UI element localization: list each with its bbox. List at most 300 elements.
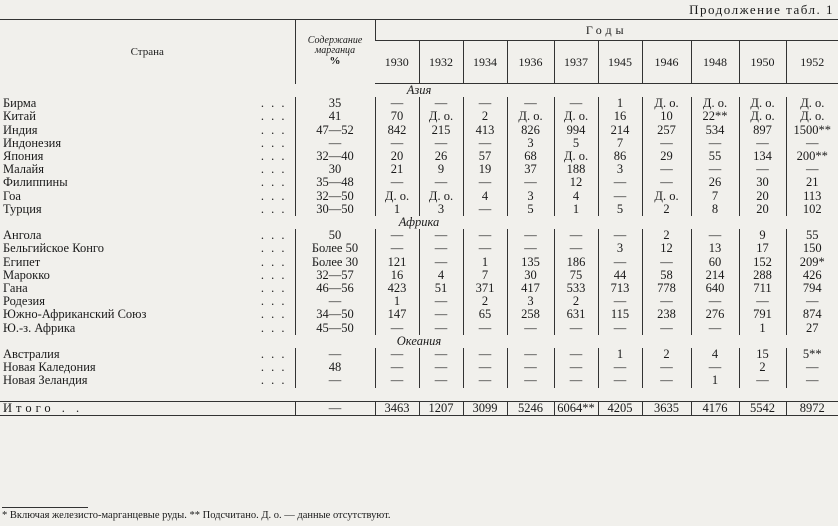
total-value: 8972	[786, 401, 838, 415]
year-header-1936: 1936	[507, 41, 554, 84]
manganese-unit: %	[329, 55, 341, 68]
value-cell: Д. о.	[554, 150, 598, 163]
value-cell: —	[786, 295, 838, 308]
value-cell: 3	[598, 163, 642, 176]
manganese-content: —	[295, 137, 375, 150]
leader-dots: . . .	[260, 242, 287, 256]
value-cell: 51	[419, 282, 463, 295]
value-cell: 5	[507, 203, 554, 216]
value-cell: —	[375, 137, 419, 150]
value-cell: Д. о.	[419, 110, 463, 123]
value-cell: —	[419, 176, 463, 189]
value-cell: Д. о.	[786, 110, 838, 123]
value-cell: 713	[598, 282, 642, 295]
table-row	[0, 242, 838, 255]
value-cell: —	[691, 361, 739, 374]
value-cell: 1	[598, 97, 642, 110]
country-name: Турция	[3, 202, 42, 216]
value-cell: 794	[786, 282, 838, 295]
country-name: Бирма	[3, 97, 37, 111]
table-row	[0, 322, 838, 335]
value-cell: 10	[642, 110, 691, 123]
value-cell: 2	[739, 361, 786, 374]
value-cell: 288	[739, 269, 786, 282]
value-cell: —	[642, 256, 691, 269]
value-cell: —	[375, 348, 419, 361]
value-cell: 897	[739, 124, 786, 137]
manganese-header	[295, 20, 375, 84]
leader-dots: . . .	[260, 123, 287, 137]
country-name: Япония	[3, 150, 44, 164]
leader-dots: . . .	[260, 295, 287, 309]
total-value: 6064**	[554, 401, 598, 415]
value-cell: 5**	[786, 348, 838, 361]
manganese-content: 32—40	[295, 150, 375, 163]
value-cell: 86	[598, 150, 642, 163]
value-cell: 115	[598, 308, 642, 321]
value-cell: —	[554, 242, 598, 255]
value-cell: —	[554, 229, 598, 242]
continuation-label: Продолжение табл. 1	[689, 2, 834, 17]
value-cell: 1	[739, 322, 786, 335]
year-header-1946: 1946	[642, 41, 691, 84]
value-cell: 2	[463, 110, 507, 123]
value-cell: —	[642, 176, 691, 189]
value-cell: 214	[598, 124, 642, 137]
footnote-rule	[2, 507, 88, 508]
country-cell	[0, 163, 295, 176]
manganese-content: Более 30	[295, 256, 375, 269]
country-cell	[0, 282, 295, 295]
value-cell: —	[786, 137, 838, 150]
value-cell: —	[463, 229, 507, 242]
value-cell: —	[463, 97, 507, 110]
leader-dots: . . .	[260, 308, 287, 322]
country-cell	[0, 203, 295, 216]
leader-dots: . . .	[260, 374, 287, 388]
country-name: Австралия	[3, 348, 60, 362]
total-value: 1207	[419, 401, 463, 415]
manganese-production-table	[0, 19, 838, 416]
manganese-content: 48	[295, 361, 375, 374]
value-cell: 631	[554, 308, 598, 321]
value-cell: 7	[463, 269, 507, 282]
value-cell: 16	[375, 269, 419, 282]
total-label: Итого	[3, 401, 55, 415]
country-cell	[0, 322, 295, 335]
value-cell: —	[786, 361, 838, 374]
value-cell: 1	[598, 348, 642, 361]
value-cell: —	[554, 97, 598, 110]
value-cell: 826	[507, 124, 554, 137]
total-row	[0, 401, 838, 415]
value-cell: 4	[554, 190, 598, 203]
manganese-content: 41	[295, 110, 375, 123]
value-cell: 371	[463, 282, 507, 295]
country-name: Новая Зеландия	[3, 374, 88, 388]
leader-dots: . . .	[260, 282, 287, 296]
value-cell: 1	[375, 203, 419, 216]
table-row	[0, 374, 838, 387]
year-header-1930: 1930	[375, 41, 419, 84]
value-cell: Д. о.	[419, 190, 463, 203]
country-name: Бельгийское Конго	[3, 242, 104, 256]
total-manganese: —	[295, 401, 375, 415]
value-cell: 13	[691, 242, 739, 255]
value-cell: Д. о.	[642, 190, 691, 203]
value-cell: 5	[598, 203, 642, 216]
value-cell: 30	[739, 176, 786, 189]
table-row	[0, 256, 838, 269]
value-cell: 70	[375, 110, 419, 123]
value-cell: —	[375, 242, 419, 255]
value-cell: 16	[598, 110, 642, 123]
value-cell: —	[463, 242, 507, 255]
value-cell: —	[691, 295, 739, 308]
value-cell: Д. о.	[739, 110, 786, 123]
value-cell: 20	[739, 190, 786, 203]
value-cell: —	[598, 374, 642, 387]
total-value: 4205	[598, 401, 642, 415]
value-cell: —	[463, 137, 507, 150]
manganese-header-line2: марганца	[314, 45, 356, 57]
value-cell: 55	[691, 150, 739, 163]
value-cell: 2	[554, 295, 598, 308]
value-cell: 12	[642, 242, 691, 255]
value-cell: —	[739, 163, 786, 176]
value-cell: 26	[419, 150, 463, 163]
leader-dots: . . .	[260, 136, 287, 150]
country-header: Страна	[0, 20, 295, 84]
value-cell: 1	[375, 295, 419, 308]
year-header-1937: 1937	[554, 41, 598, 84]
value-cell: 2	[642, 229, 691, 242]
value-cell: —	[375, 176, 419, 189]
value-cell: 238	[642, 308, 691, 321]
value-cell: —	[463, 203, 507, 216]
value-cell: —	[507, 176, 554, 189]
manganese-content: —	[295, 348, 375, 361]
manganese-content: 47—52	[295, 124, 375, 137]
value-cell: 21	[786, 176, 838, 189]
value-cell: —	[598, 190, 642, 203]
value-cell: 188	[554, 163, 598, 176]
country-cell	[0, 242, 295, 255]
table-row	[0, 190, 838, 203]
manganese-content: 50	[295, 229, 375, 242]
value-cell: —	[507, 229, 554, 242]
value-cell: 9	[739, 229, 786, 242]
value-cell: 57	[463, 150, 507, 163]
leader-dots: . . .	[260, 268, 287, 282]
value-cell: —	[739, 295, 786, 308]
country-cell	[0, 229, 295, 242]
leader-dots: . . .	[260, 348, 287, 362]
region-row	[0, 84, 838, 98]
value-cell: 258	[507, 308, 554, 321]
year-header-1934: 1934	[463, 41, 507, 84]
value-cell: —	[598, 176, 642, 189]
value-cell: 29	[642, 150, 691, 163]
leader-dots: . . .	[260, 202, 287, 216]
value-cell: —	[507, 97, 554, 110]
value-cell: —	[375, 374, 419, 387]
value-cell: 2	[642, 203, 691, 216]
table-row	[0, 308, 838, 321]
value-cell: Д. о.	[642, 97, 691, 110]
value-cell: —	[642, 137, 691, 150]
manganese-content: Более 50	[295, 242, 375, 255]
value-cell: —	[463, 348, 507, 361]
country-name: Китай	[3, 110, 36, 124]
country-name: Марокко	[3, 268, 50, 282]
country-name: Южно-Африканский Союз	[3, 308, 147, 322]
value-cell: 55	[786, 229, 838, 242]
value-cell: —	[419, 137, 463, 150]
value-cell: —	[786, 374, 838, 387]
value-cell: 994	[554, 124, 598, 137]
value-cell: Д. о.	[786, 97, 838, 110]
manganese-content: 30	[295, 163, 375, 176]
value-cell: 640	[691, 282, 739, 295]
value-cell: —	[691, 137, 739, 150]
value-cell: 257	[642, 124, 691, 137]
value-cell: —	[463, 374, 507, 387]
table-row	[0, 110, 838, 123]
value-cell: —	[598, 229, 642, 242]
value-cell: 20	[375, 150, 419, 163]
region-name: Азия	[406, 83, 432, 97]
region-name: Африка	[398, 215, 440, 230]
value-cell: 26	[691, 176, 739, 189]
value-cell: 44	[598, 269, 642, 282]
value-cell: —	[691, 229, 739, 242]
footnote: * Включая железисто-марганцевые руды. ** Подсчитано. Д. о. — данные отсутствуют.	[2, 510, 391, 521]
manganese-header-line1: Содержание	[307, 35, 363, 47]
country-cell	[0, 256, 295, 269]
value-cell: 9	[419, 163, 463, 176]
value-cell: —	[739, 137, 786, 150]
value-cell: —	[419, 242, 463, 255]
value-cell: —	[419, 361, 463, 374]
value-cell: 186	[554, 256, 598, 269]
value-cell: Д. о.	[739, 97, 786, 110]
leader-dots: . . .	[260, 97, 287, 111]
value-cell: 842	[375, 124, 419, 137]
value-cell: 200**	[786, 150, 838, 163]
manganese-content: 35—48	[295, 176, 375, 189]
value-cell: 7	[691, 190, 739, 203]
value-cell: 417	[507, 282, 554, 295]
value-cell: 423	[375, 282, 419, 295]
country-name: Индонезия	[3, 136, 62, 150]
leader-dots: . . .	[260, 110, 287, 124]
value-cell: —	[691, 322, 739, 335]
leader-dots: . . .	[260, 150, 287, 164]
value-cell: 214	[691, 269, 739, 282]
value-cell: 413	[463, 124, 507, 137]
leader-dots: . . .	[260, 321, 287, 335]
leader-dots: . . .	[260, 229, 287, 243]
value-cell: 21	[375, 163, 419, 176]
value-cell: —	[419, 295, 463, 308]
value-cell: —	[375, 229, 419, 242]
value-cell: Д. о.	[691, 97, 739, 110]
value-cell: 135	[507, 256, 554, 269]
value-cell: 711	[739, 282, 786, 295]
value-cell: 3	[419, 203, 463, 216]
value-cell: 4	[419, 269, 463, 282]
value-cell: —	[642, 374, 691, 387]
total-label-cell	[0, 401, 295, 415]
leader-dots: . .	[54, 401, 84, 415]
value-cell: —	[419, 348, 463, 361]
year-header-1950: 1950	[739, 41, 786, 84]
value-cell: Д. о.	[375, 190, 419, 203]
value-cell: —	[507, 348, 554, 361]
year-header-1952: 1952	[786, 41, 838, 84]
value-cell: —	[463, 322, 507, 335]
value-cell: —	[786, 163, 838, 176]
value-cell: —	[598, 361, 642, 374]
value-cell: 2	[642, 348, 691, 361]
value-cell: 874	[786, 308, 838, 321]
value-cell: 68	[507, 150, 554, 163]
value-cell: 150	[786, 242, 838, 255]
value-cell: 147	[375, 308, 419, 321]
value-cell: 215	[419, 124, 463, 137]
value-cell: 3	[507, 295, 554, 308]
country-name: Гоа	[3, 189, 21, 203]
country-name: Ангола	[3, 229, 42, 243]
country-cell	[0, 124, 295, 137]
years-header: Годы	[375, 20, 838, 41]
country-name: Гана	[3, 282, 28, 296]
manganese-content: 32—50	[295, 190, 375, 203]
value-cell: 1500**	[786, 124, 838, 137]
value-cell: 17	[739, 242, 786, 255]
value-cell: —	[691, 163, 739, 176]
value-cell: 778	[642, 282, 691, 295]
total-value: 3463	[375, 401, 419, 415]
value-cell: —	[419, 322, 463, 335]
table-row	[0, 124, 838, 137]
country-name: Новая Каледония	[3, 361, 96, 375]
value-cell: 5	[554, 137, 598, 150]
value-cell: 60	[691, 256, 739, 269]
value-cell: 426	[786, 269, 838, 282]
total-value: 3635	[642, 401, 691, 415]
country-cell	[0, 137, 295, 150]
value-cell: —	[463, 176, 507, 189]
country-cell	[0, 348, 295, 361]
value-cell: —	[507, 322, 554, 335]
value-cell: —	[419, 374, 463, 387]
value-cell: Д. о.	[507, 110, 554, 123]
value-cell: 22**	[691, 110, 739, 123]
value-cell: 534	[691, 124, 739, 137]
value-cell: —	[554, 374, 598, 387]
value-cell: —	[463, 361, 507, 374]
value-cell: 102	[786, 203, 838, 216]
country-name: Родезия	[3, 295, 45, 309]
leader-dots: . . .	[260, 176, 287, 190]
value-cell: 20	[739, 203, 786, 216]
manganese-content: 45—50	[295, 322, 375, 335]
value-cell: —	[375, 361, 419, 374]
total-value: 5542	[739, 401, 786, 415]
value-cell: —	[554, 361, 598, 374]
region-name: Океания	[396, 333, 442, 348]
value-cell: —	[739, 374, 786, 387]
value-cell: —	[642, 295, 691, 308]
value-cell: 3	[598, 242, 642, 255]
country-name: Малайя	[3, 163, 44, 177]
value-cell: 533	[554, 282, 598, 295]
total-value: 5246	[507, 401, 554, 415]
value-cell: 1	[463, 256, 507, 269]
value-cell: —	[419, 308, 463, 321]
value-cell: 1	[691, 374, 739, 387]
value-cell: 15	[739, 348, 786, 361]
value-cell: Д. о.	[554, 110, 598, 123]
total-value: 4176	[691, 401, 739, 415]
manganese-content: —	[295, 374, 375, 387]
value-cell: —	[642, 163, 691, 176]
value-cell: —	[507, 242, 554, 255]
value-cell: —	[419, 97, 463, 110]
country-name: Ю.-з. Африка	[3, 321, 76, 335]
value-cell: 276	[691, 308, 739, 321]
country-cell	[0, 110, 295, 123]
value-cell: 4	[463, 190, 507, 203]
leader-dots: . . .	[260, 163, 287, 177]
value-cell: 65	[463, 308, 507, 321]
year-header-1945: 1945	[598, 41, 642, 84]
table-body	[0, 84, 838, 416]
value-cell: 58	[642, 269, 691, 282]
value-cell: —	[554, 322, 598, 335]
country-cell	[0, 97, 295, 110]
year-header-1932: 1932	[419, 41, 463, 84]
value-cell: 1	[554, 203, 598, 216]
value-cell: 37	[507, 163, 554, 176]
manganese-content: 30—50	[295, 203, 375, 216]
spacer-cell	[0, 388, 838, 402]
country-cell	[0, 374, 295, 387]
manganese-content: 35	[295, 97, 375, 110]
leader-dots: . . .	[260, 361, 287, 375]
value-cell: 209*	[786, 256, 838, 269]
country-cell	[0, 308, 295, 321]
value-cell: 4	[691, 348, 739, 361]
country-cell	[0, 190, 295, 203]
country-name: Филиппины	[3, 176, 68, 190]
leader-dots: . . .	[260, 189, 287, 203]
manganese-content: —	[295, 295, 375, 308]
value-cell: —	[419, 256, 463, 269]
manganese-content: 32—57	[295, 269, 375, 282]
country-cell	[0, 361, 295, 374]
value-cell: —	[507, 374, 554, 387]
value-cell: 134	[739, 150, 786, 163]
value-cell: 121	[375, 256, 419, 269]
value-cell: —	[554, 348, 598, 361]
total-value: 3099	[463, 401, 507, 415]
country-cell	[0, 176, 295, 189]
country-cell	[0, 295, 295, 308]
value-cell: 8	[691, 203, 739, 216]
